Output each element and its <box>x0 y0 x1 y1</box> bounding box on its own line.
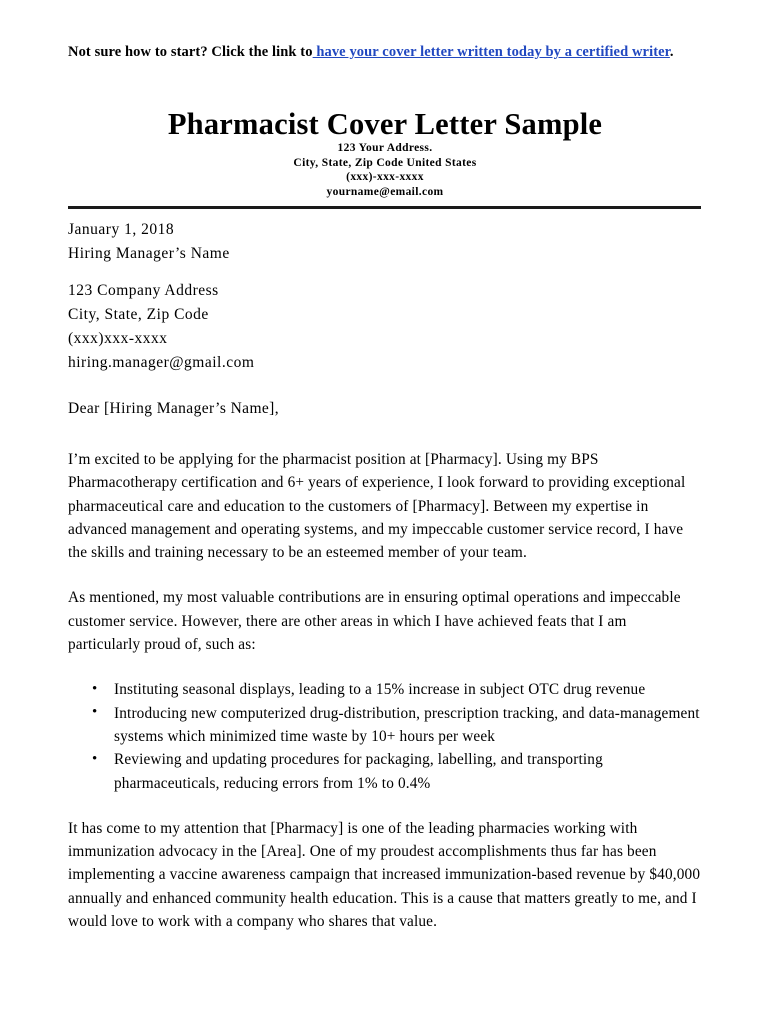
recipient-email: hiring.manager@gmail.com <box>68 354 255 371</box>
spacer <box>68 795 702 817</box>
letter-date: January 1, 2018 <box>68 221 175 238</box>
recipient-address <box>68 279 702 375</box>
salutation: Dear [Hiring Manager’s Name], <box>68 400 280 417</box>
achievements-list <box>68 678 702 794</box>
sender-address-line-2: City, State, Zip Code United States <box>293 156 477 169</box>
sender-address-line-1: 123 Your Address. <box>337 142 433 154</box>
spacer <box>68 266 702 279</box>
promo-lead-text: Not sure how to start? Click the link to <box>68 44 313 60</box>
spacer <box>68 564 702 586</box>
body-paragraph-2: As mentioned, my most valuable contributions are in ensuring optimal operations and impeccable customer service. However, there are other areas in which I have achieved feats that I am particularly proud of, such as: <box>68 589 681 654</box>
letterhead-divider <box>68 206 701 209</box>
sender-phone: (xxx)-xxx-xxxx <box>346 171 424 184</box>
body-paragraph-3: It has come to my attention that [Pharmacy] is one of the leading pharmacies working with immunization advocacy in the [Area]. One of my proudest accomplishments thus far has been implementing a vaccine awareness campaign that increased immunization-based revenue by $40,000 annually and enhanced community health education. This is a cause that matters greatly to me, and I would love to work with a company who shares that value. <box>68 819 701 931</box>
sender-email: yourname@email.com <box>326 185 444 198</box>
letterhead <box>68 107 702 199</box>
spacer <box>68 656 702 678</box>
letter-body <box>68 218 702 933</box>
list-item: • Instituting seasonal displays, leading to a 15% increase in subject OTC drug revenue <box>68 678 702 701</box>
list-item: • Reviewing and updating procedures for packaging, labelling, and transporting pharmaceuticals, reducing errors from 1% to 0.4% <box>68 748 702 795</box>
promo-banner <box>68 44 702 61</box>
list-item: • Introducing new computerized drug-distribution, prescription tracking, and data-management systems which minimized time waste by 10+ hours per week <box>68 702 702 749</box>
promo-trailing-punctuation: . <box>669 44 674 60</box>
body-paragraph-1: I’m excited to be applying for the pharmacist position at [Pharmacy]. Using my BPS Pharmacotherapy certification and 6+ years of experience, I look forward to providing exceptional pharmaceutical care and education to the customers of [Pharmacy]. Between my expertise in advanced management and operating systems, and my impeccable customer service record, I have the skills and training necessary to be an esteemed member of your team. <box>68 451 686 562</box>
recipient-name: Hiring Manager’s Name <box>68 245 230 262</box>
spacer <box>68 421 702 448</box>
spacer <box>68 375 702 397</box>
cover-letter-service-link[interactable]: have your cover letter written today by a certified writer <box>312 44 670 60</box>
recipient-address-line-1: 123 Company Address <box>68 282 219 299</box>
page-title: Pharmacist Cover Letter Sample <box>167 107 603 141</box>
letter-meta <box>68 218 702 266</box>
recipient-address-line-2: City, State, Zip Code <box>68 306 209 323</box>
recipient-phone: (xxx)xxx-xxxx <box>68 330 168 347</box>
